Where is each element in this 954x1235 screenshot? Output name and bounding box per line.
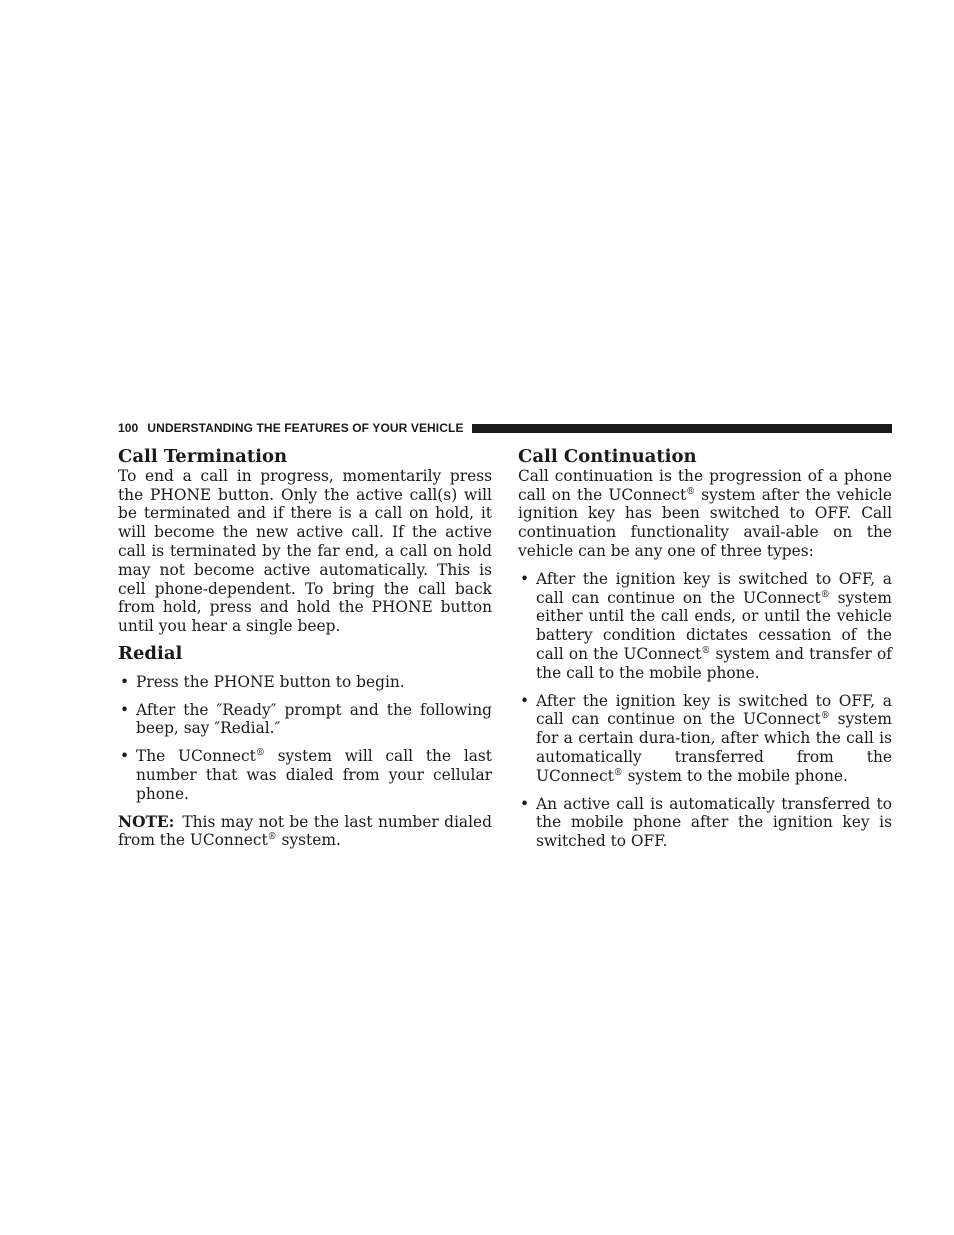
note-label: NOTE: (118, 812, 175, 831)
list-item (518, 692, 892, 786)
list-item-text: The UConnect® system will call the last number that was dialed from your cellular phone. (136, 747, 492, 803)
call-termination-heading: Call Termination (118, 446, 288, 467)
bullet-icon: • (520, 569, 530, 588)
left-column (118, 448, 492, 850)
page-number: 100 (118, 421, 139, 435)
list-item (518, 570, 892, 683)
bullet-icon: • (120, 700, 130, 719)
list-item (518, 795, 892, 851)
bullet-icon: • (120, 747, 130, 766)
list-item (118, 701, 492, 739)
redial-heading: Redial (118, 642, 183, 664)
redial-list (118, 673, 492, 804)
right-column (518, 448, 892, 860)
bullet-icon: • (120, 672, 130, 691)
bullet-icon: • (520, 691, 530, 710)
bullet-icon: • (520, 794, 530, 813)
list-item-text: After the ignition key is switched to OFF, a call can continue on the UConnect® system either until the call ends, or until the vehicle battery condition dictates cessation of the call on the UConnect® system and transfer of the call to the mobile phone. (536, 569, 892, 682)
list-item-text: After the ″Ready″ prompt and the following beep, say ″Redial.″ (136, 700, 492, 738)
call-continuation-heading: Call Continuation (518, 446, 697, 467)
list-item-text: After the ignition key is switched to OFF, a call can continue on the UConnect® system for a certain dura-tion, after which the call is automatically transferred from the UConnect® system to the mobile phone. (536, 691, 892, 785)
note (118, 813, 492, 851)
call-termination-body: To end a call in progress, momentarily press the PHONE button. Only the active call(s) will be terminated and if there is a call on hold, it will become the new active call. If the active call is terminated by the far end, a call on hold may not become active automatically. This is cell phone-dependent. To bring the call back from hold, press and hold the PHONE button until you hear a single beep. (118, 466, 492, 636)
list-item (118, 747, 492, 803)
section-title: UNDERSTANDING THE FEATURES OF YOUR VEHICLE (147, 421, 464, 435)
list-item (118, 673, 492, 692)
list-item-text: Press the PHONE button to begin. (136, 672, 405, 691)
header-rule (472, 424, 892, 433)
note-text: This may not be the last number dialed from the UConnect® system. (118, 812, 492, 850)
call-continuation-list (518, 570, 892, 851)
list-item-text: An active call is automatically transferred to the mobile phone after the ignition key is switched to OFF. (536, 794, 892, 851)
call-continuation-body: Call continuation is the progression of a phone call on the UConnect® system after the vehicle ignition key has been switched to OFF. Call continuation functionality avail-able on the vehicle can be any one of three types: (518, 466, 893, 560)
page-header (118, 420, 892, 436)
